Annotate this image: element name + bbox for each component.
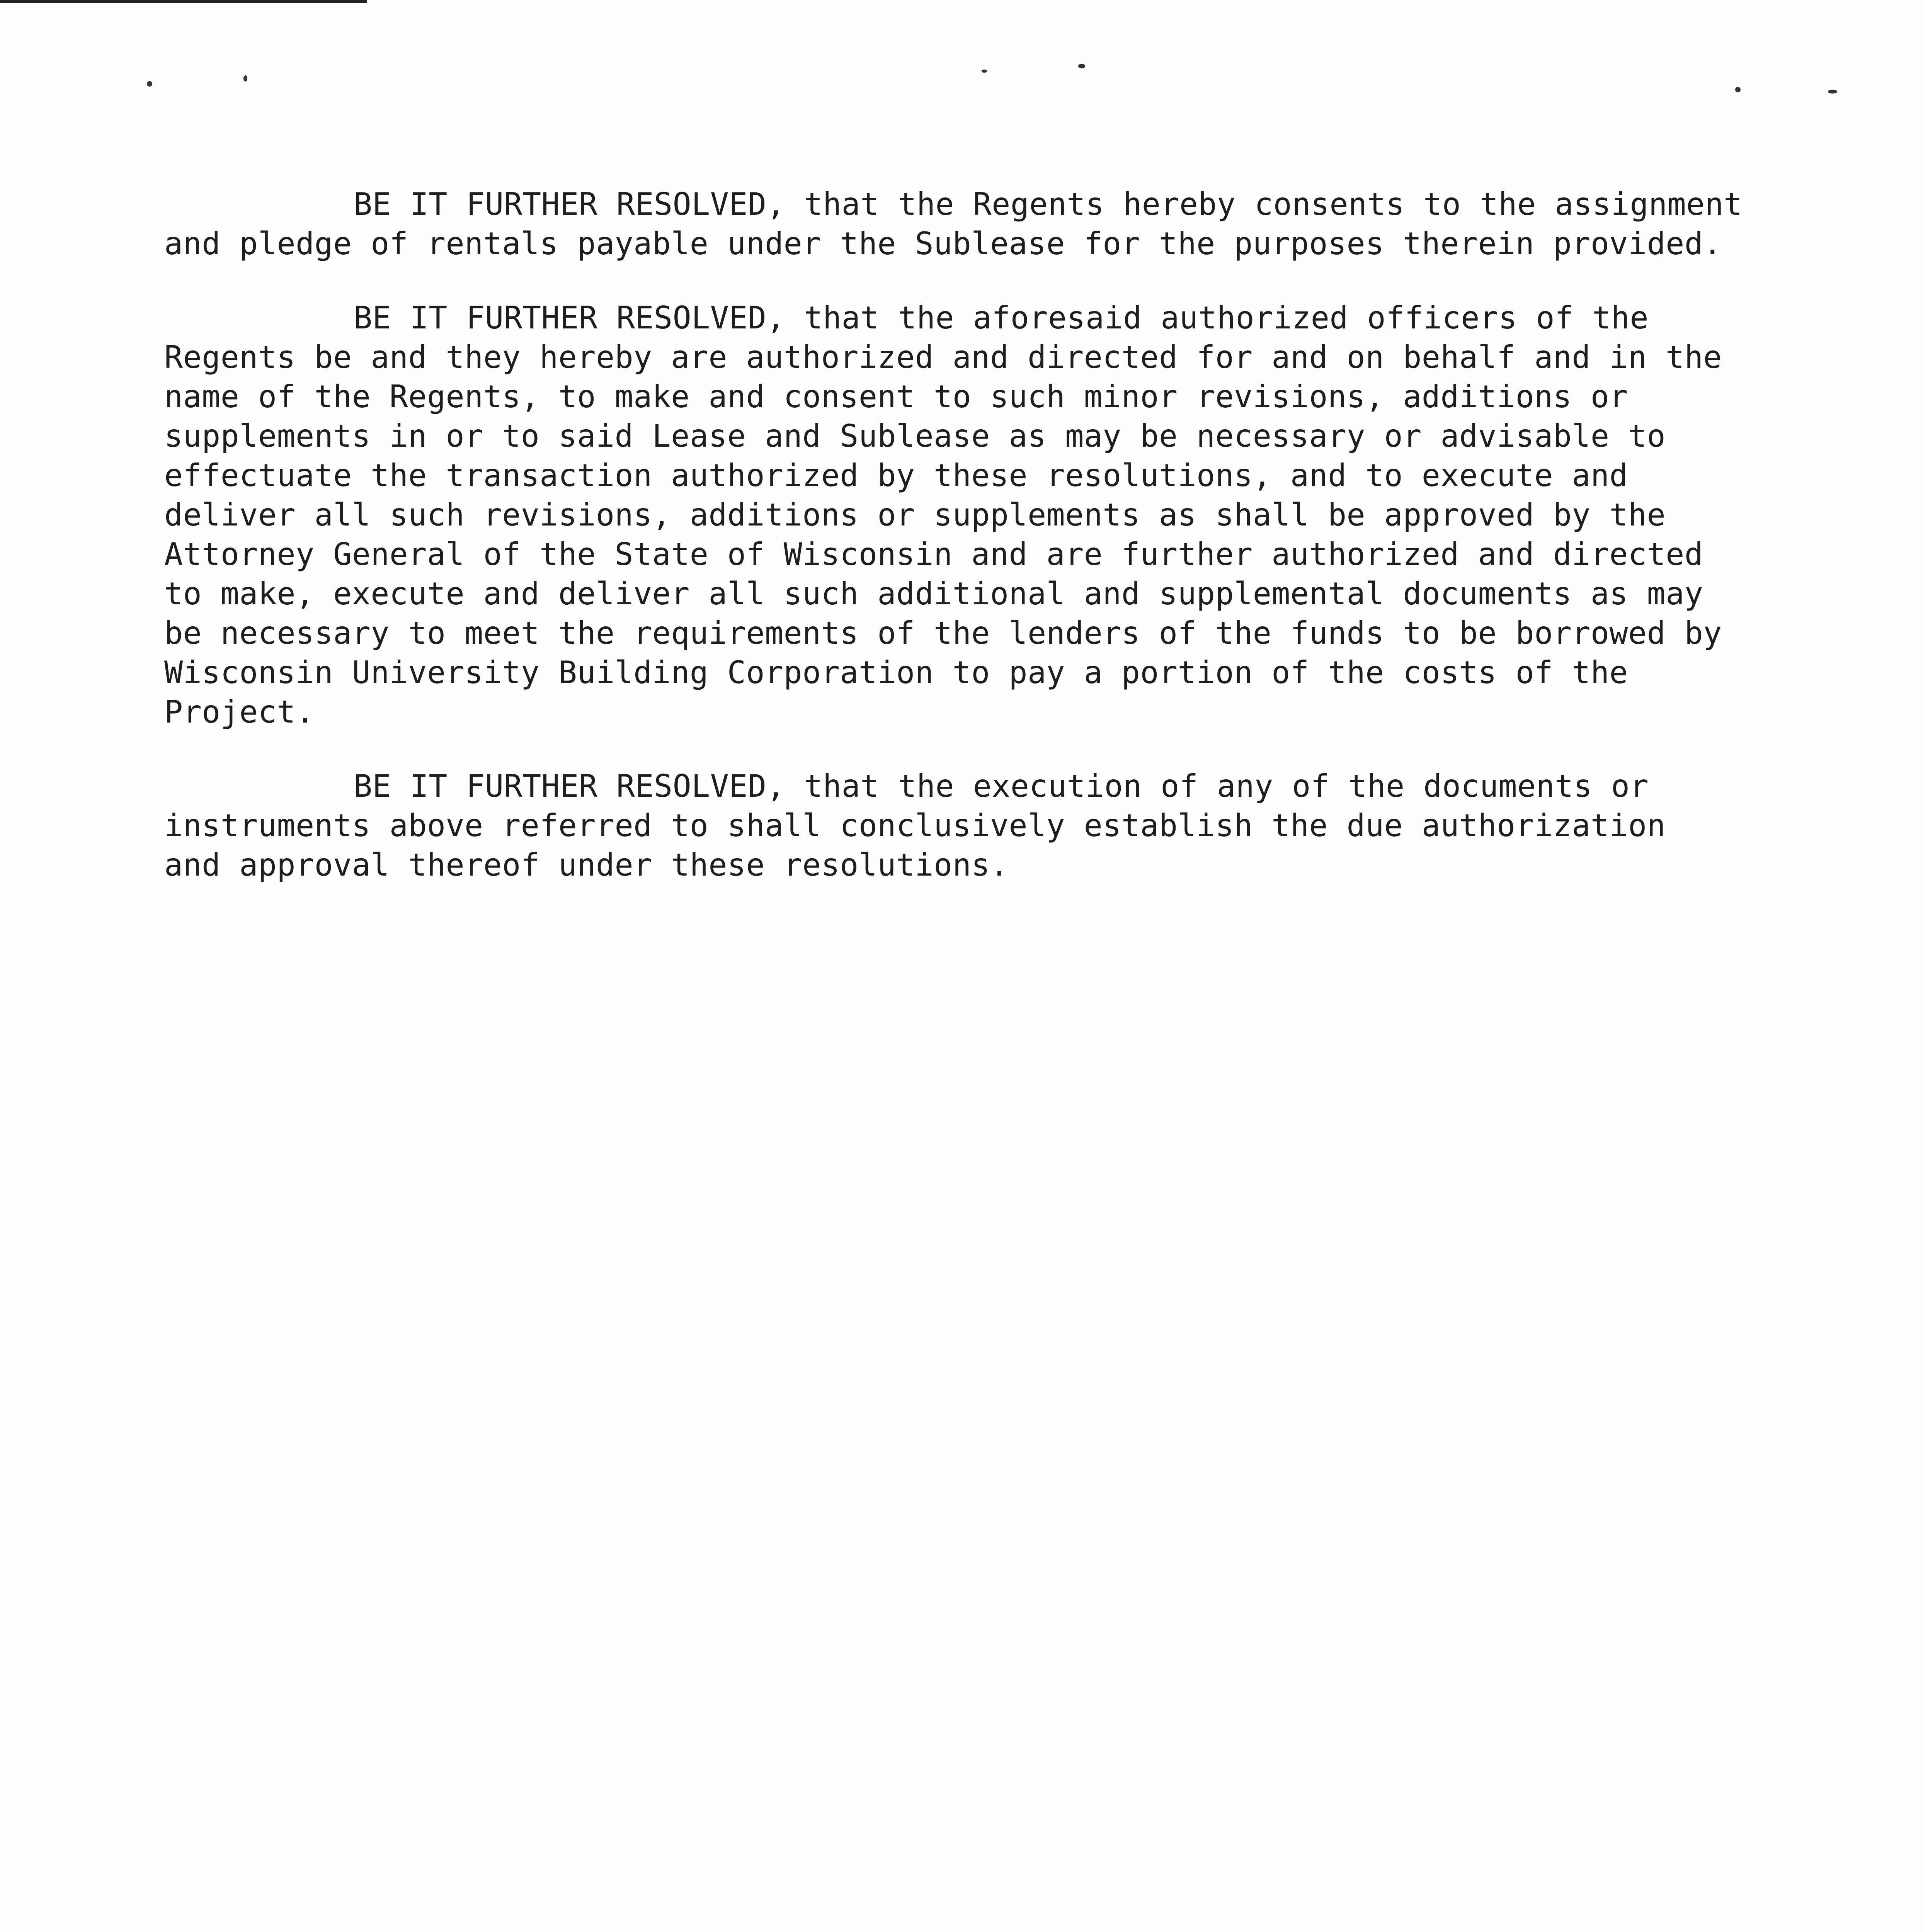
text-line: name of the Regents, to make and consent to such minor revisions, additions or	[164, 379, 1628, 415]
text-line: be necessary to meet the requirements of the lenders of the funds to be borrowed by	[164, 615, 1722, 651]
text-line: BE IT FURTHER RESOLVED, that the Regents hereby consents to the assignment	[354, 186, 1743, 222]
scan-speck	[1078, 64, 1085, 68]
paragraph-execution-of-documents	[164, 767, 1787, 885]
text-line: BE IT FURTHER RESOLVED, that the execution of any of the documents or	[354, 768, 1649, 804]
text-line: Attorney General of the State of Wisconsin and are further authorized and directed	[164, 536, 1703, 572]
scan-speck	[147, 81, 152, 87]
scan-speck	[982, 70, 987, 73]
scan-speck	[1735, 87, 1741, 92]
top-edge-rule	[0, 0, 367, 3]
text-line: Project.	[164, 694, 315, 730]
text-line: supplements in or to said Lease and Sublease as may be necessary or advisable to	[164, 418, 1666, 454]
text-line: effectuate the transaction authorized by these resolutions, and to execute and	[164, 457, 1628, 493]
text-line: and approval thereof under these resolutions.	[164, 847, 1009, 883]
text-line: to make, execute and deliver all such additional and supplemental documents as may	[164, 576, 1703, 612]
resolution-text	[164, 185, 1787, 920]
text-line: BE IT FURTHER RESOLVED, that the aforesaid authorized officers of the	[354, 300, 1649, 336]
text-line: Wisconsin University Building Corporation to pay a portion of the costs of the	[164, 655, 1628, 690]
text-line: Regents be and they hereby are authorized and directed for and on behalf and in the	[164, 339, 1722, 375]
scan-speck	[1828, 90, 1837, 94]
text-line: deliver all such revisions, additions or supplements as shall be approved by the	[164, 497, 1666, 533]
scan-speck	[243, 75, 247, 82]
text-line: and pledge of rentals payable under the Sublease for the purposes therein provided.	[164, 226, 1722, 262]
paragraph-authorized-officers	[164, 298, 1787, 732]
text-line: instruments above referred to shall conclusively establish the due authorization	[164, 808, 1666, 844]
paragraph-consent-to-assignment	[164, 185, 1787, 264]
